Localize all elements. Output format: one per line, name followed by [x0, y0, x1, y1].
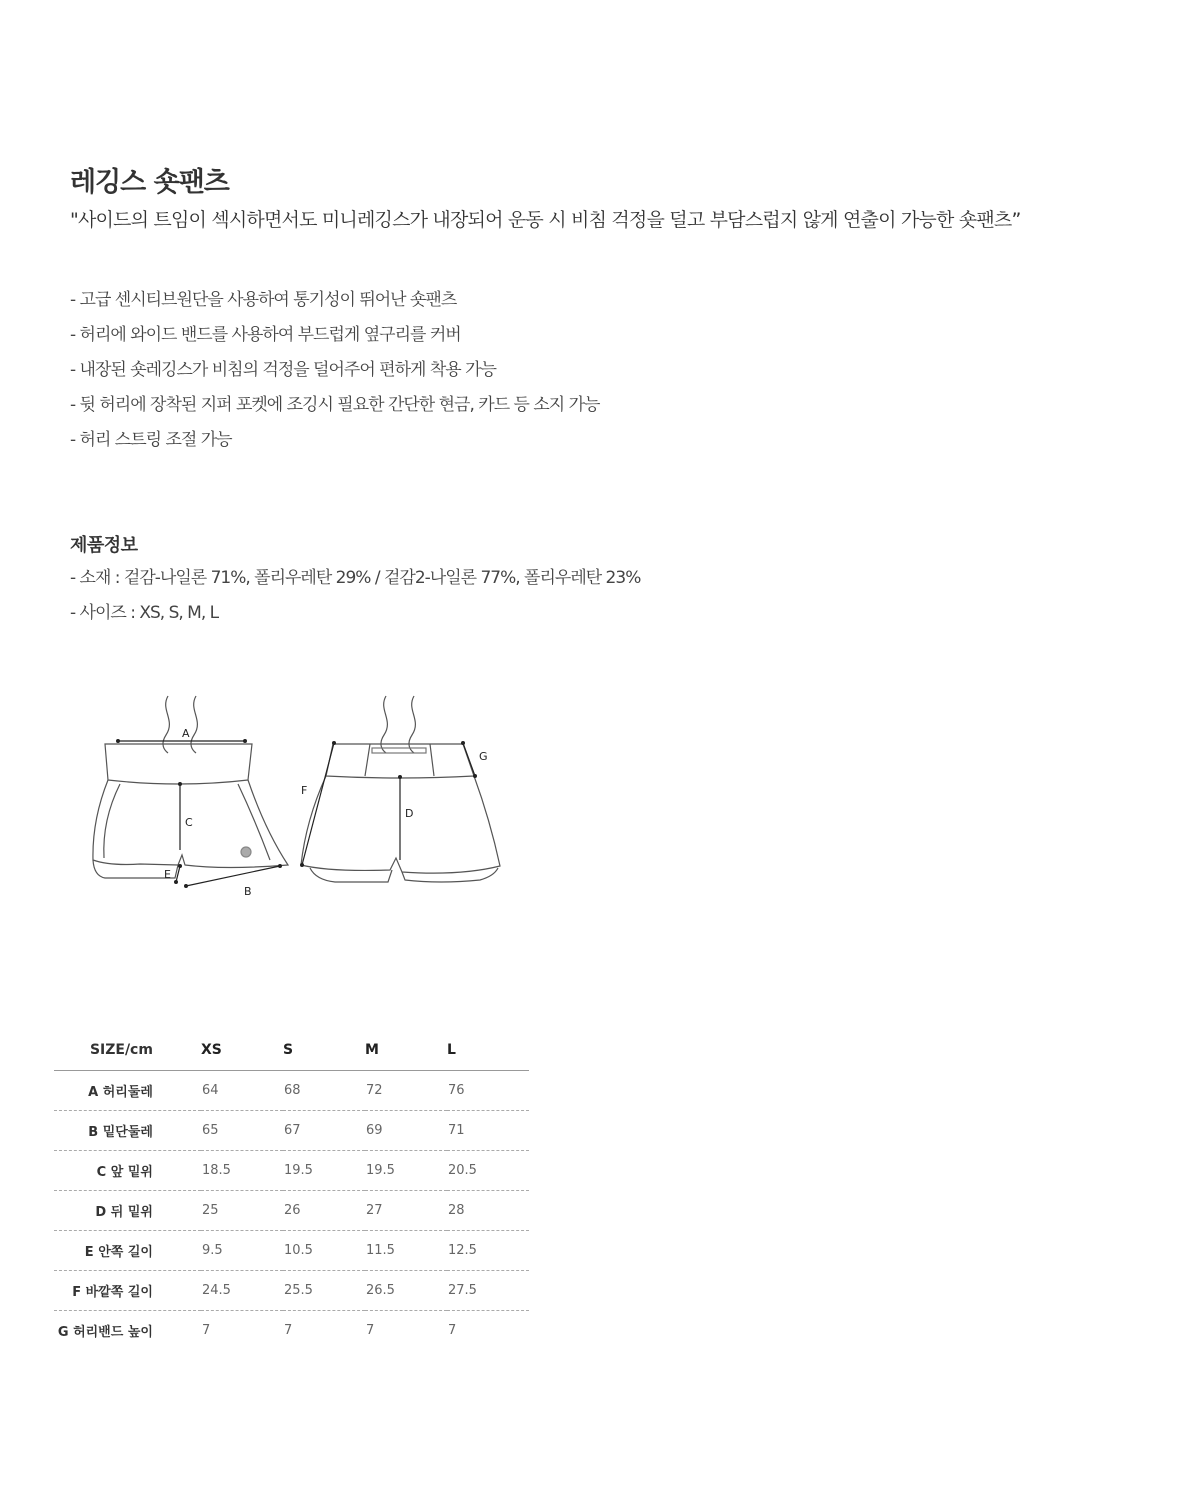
cell: 7 [201, 1323, 211, 1338]
cell: 27.5 [447, 1271, 529, 1311]
cell: 7 [447, 1323, 457, 1338]
feature-item: - 뒷 허리에 장착된 지퍼 포켓에 조깅시 필요한 간단한 현금, 카드 등 소지 가능 [70, 395, 600, 415]
label-e: E [164, 868, 171, 881]
feature-item: - 내장된 숏레깅스가 비침의 걱정을 덜어주어 편하게 착용 가능 [70, 360, 496, 380]
cell: 71 [447, 1111, 529, 1151]
feature-item: - 허리에 와이드 밴드를 사용하여 부드럽게 옆구리를 커버 [70, 325, 461, 345]
back-zipper-pocket [372, 748, 426, 753]
cell: 64 [201, 1071, 283, 1111]
row-label: G 허리밴드 높이 [57, 1325, 153, 1340]
label-c: C [185, 816, 193, 829]
header-s: S [283, 1030, 365, 1071]
cell: 19.5 [365, 1151, 447, 1191]
label-f: F [301, 784, 308, 797]
cell: 67 [283, 1111, 365, 1151]
size-diagram [60, 680, 540, 910]
feature-list [70, 283, 599, 458]
feature-item: - 허리 스트링 조절 가능 [70, 430, 232, 450]
cell: 25.5 [283, 1271, 365, 1311]
cell: 9.5 [201, 1231, 283, 1271]
row-label: B 밑단둘레 [54, 1111, 201, 1151]
cell: 12.5 [447, 1231, 529, 1271]
cell: 65 [201, 1111, 283, 1151]
table-row [54, 1191, 529, 1231]
cell: 72 [365, 1071, 447, 1111]
row-label: A 허리둘레 [54, 1071, 201, 1111]
cell: 24.5 [201, 1271, 283, 1311]
row-label: D 뒤 밑위 [54, 1191, 201, 1231]
cell: 25 [201, 1191, 283, 1231]
measure-b [186, 866, 280, 886]
back-waistband [326, 744, 474, 778]
front-waistband [105, 744, 252, 784]
measure-f [302, 743, 334, 865]
cell: 7 [365, 1323, 375, 1338]
cell: 11.5 [365, 1231, 447, 1271]
material-info: - 소재 : 겉감-나일론 71%, 폴리우레탄 29% / 겉감2-나일론 77%, 폴리우레탄 23% [70, 568, 641, 588]
product-info-heading: 제품정보 [70, 535, 138, 556]
feature-item: - 고급 센시티브원단을 사용하여 통기성이 뛰어난 숏팬츠 [70, 290, 457, 310]
table-row [54, 1231, 529, 1271]
table-header-row [54, 1030, 529, 1071]
header-size-cm: SIZE/cm [54, 1030, 201, 1071]
size-info: - 사이즈 : XS, S, M, L [70, 603, 219, 623]
cell: 76 [447, 1071, 529, 1111]
row-label: F 바깥쪽 길이 [54, 1271, 201, 1311]
front-logo [241, 847, 251, 857]
cell: 68 [283, 1071, 365, 1111]
table-row [54, 1311, 529, 1351]
table-row [54, 1071, 529, 1111]
cell: 20.5 [447, 1151, 529, 1191]
header-xs: XS [201, 1030, 283, 1071]
header-m: M [365, 1030, 447, 1071]
cell: 10.5 [283, 1231, 365, 1271]
cell: 26 [283, 1191, 365, 1231]
front-side-seam [104, 784, 120, 858]
measure-g [463, 743, 475, 776]
cell: 28 [447, 1191, 529, 1231]
cell: 69 [365, 1111, 447, 1151]
product-tagline: "사이드의 트임이 섹시하면서도 미니레깅스가 내장되어 운동 시 비침 걱정을 덜고 부담스럽지 않게 연출이 가능한 숏팬츠” [70, 209, 1021, 231]
table-row [54, 1151, 529, 1191]
cell: 18.5 [201, 1151, 283, 1191]
row-label: C 앞 밑위 [54, 1151, 201, 1191]
table-row [54, 1271, 529, 1311]
cell: 19.5 [283, 1151, 365, 1191]
label-d: D [405, 807, 414, 820]
header-l: L [447, 1030, 529, 1071]
table-row [54, 1111, 529, 1151]
cell: 27 [365, 1191, 447, 1231]
row-label: E 안쪽 길이 [54, 1231, 201, 1271]
cell: 7 [283, 1323, 293, 1338]
product-title: 레깅스 숏팬츠 [70, 167, 229, 199]
size-chart-table [54, 1030, 529, 1350]
label-b: B [244, 885, 252, 898]
label-g: G [479, 750, 488, 763]
label-a: A [182, 727, 190, 740]
cell: 26.5 [365, 1271, 447, 1311]
back-pocket-panel [365, 744, 434, 776]
product-info-list [70, 561, 640, 631]
